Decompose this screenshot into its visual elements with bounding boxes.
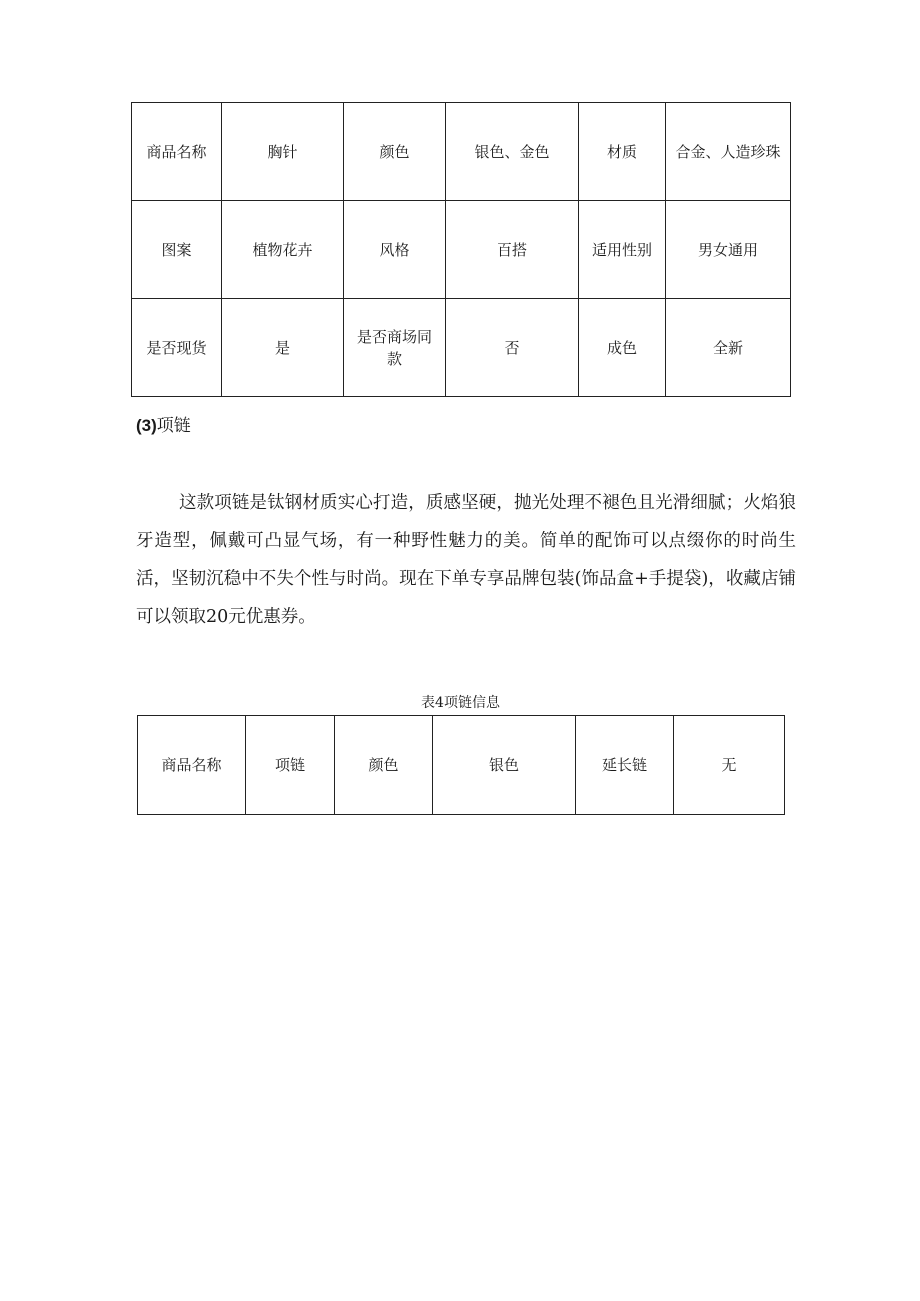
- table-cell: 是否现货: [132, 299, 222, 397]
- table-cell: 商品名称: [132, 103, 222, 201]
- table-cell: 成色: [579, 299, 666, 397]
- table-row: [138, 716, 785, 815]
- table-cell: 否: [446, 299, 579, 397]
- section-number: (3): [136, 416, 157, 435]
- table-cell: 是: [222, 299, 344, 397]
- table-caption: 表4项链信息: [421, 695, 500, 711]
- table-cell: 银色、金色: [446, 103, 579, 201]
- table-row: [132, 299, 791, 397]
- section-heading: [136, 414, 191, 438]
- table-cell: 全新: [666, 299, 791, 397]
- product-description: 这款项链是钛钢材质实心打造，质感坚硬，抛光处理不褪色且光滑细腻；火焰狼牙造型，佩戴可凸显气场，有一种野性魅力的美。简单的配饰可以点缀你的时尚生活，坚韧沉稳中不失个性与时尚。现在下单专享品牌包装(饰品盒+手提袋)，收藏店铺可以领取20元优惠券。: [136, 493, 796, 627]
- table-cell: 材质: [579, 103, 666, 201]
- table-cell: 商品名称: [138, 716, 246, 815]
- table-cell: 图案: [132, 201, 222, 299]
- necklace-info-table: [137, 715, 785, 815]
- table-cell: 项链: [246, 716, 335, 815]
- table-cell: 胸针: [222, 103, 344, 201]
- table-cell: 颜色: [344, 103, 446, 201]
- table-cell: 延长链: [576, 716, 674, 815]
- table-cell: 植物花卉: [222, 201, 344, 299]
- table-cell: 无: [674, 716, 785, 815]
- table-cell: 男女通用: [666, 201, 791, 299]
- table-cell: 风格: [344, 201, 446, 299]
- table-cell: 是否商场同款: [344, 299, 446, 397]
- table-cell: 适用性别: [579, 201, 666, 299]
- table-row: [132, 103, 791, 201]
- table-cell: 合金、人造珍珠: [666, 103, 791, 201]
- table-cell: 百搭: [446, 201, 579, 299]
- table-cell: 银色: [433, 716, 576, 815]
- table-cell: 颜色: [335, 716, 433, 815]
- table-row: [132, 201, 791, 299]
- section-title: 项链: [156, 416, 191, 436]
- brooch-info-table: [131, 102, 791, 397]
